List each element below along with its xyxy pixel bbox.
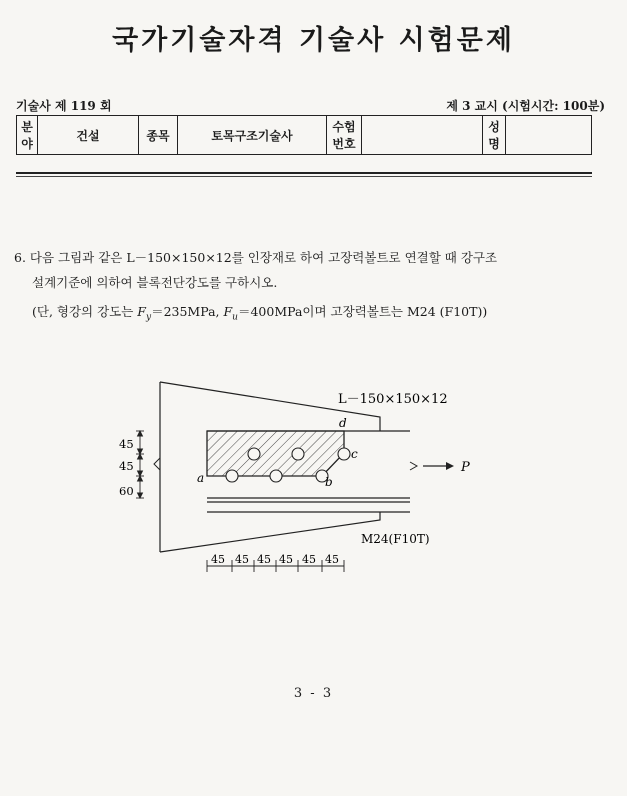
vertical-dim-label: 60 [119, 484, 134, 498]
bolt-hole [292, 448, 304, 460]
name-label: 성 명 [483, 116, 506, 155]
horizontal-dim-label: 45 [325, 553, 339, 566]
question-text-line1: 6. 다음 그림과 같은 L－150×150×12를 인장재로 하여 고장력볼트로 연결할 때 강구조 [14, 250, 498, 265]
connection-figure [110, 370, 510, 585]
break-mark-right [410, 462, 417, 470]
point-label-a: a [197, 471, 205, 485]
field-label: 분 야 [17, 116, 38, 155]
page-number: 3 - 3 [293, 686, 334, 701]
bolt-label: M24(F10T) [361, 532, 430, 546]
angle-label: L－150×150×12 [338, 392, 448, 407]
exam-info-table [16, 115, 592, 155]
bolt-hole [338, 448, 350, 460]
point-label-d: d [339, 416, 347, 430]
exam-session: 기술사 제 119 회 [16, 99, 112, 113]
horizontal-dim-label: 45 [211, 553, 225, 566]
horizontal-dim-label: 45 [235, 553, 249, 566]
load-arrow [423, 462, 454, 470]
point-label-c: c [351, 447, 358, 461]
break-mark-left [154, 458, 160, 470]
block-shear-area [207, 431, 344, 476]
vertical-dim-label: 45 [119, 459, 134, 473]
point-label-b: b [325, 475, 333, 489]
horizontal-dimension [207, 560, 344, 572]
exam-number-label: 수험 번호 [327, 116, 362, 155]
name-field[interactable] [506, 116, 592, 155]
category-value: 토목구조기술사 [178, 116, 327, 155]
horizontal-dim-label: 45 [302, 553, 316, 566]
load-label: P [461, 460, 470, 475]
field-value: 건설 [38, 116, 139, 155]
divider [16, 172, 592, 174]
horizontal-dim-label: 45 [257, 553, 271, 566]
divider [16, 176, 592, 177]
exam-number-field[interactable] [362, 116, 483, 155]
horizontal-dim-label: 45 [279, 553, 293, 566]
exam-title: 국가기술자격 기술사 시험문제 [112, 25, 515, 56]
vertical-dim-label: 45 [119, 437, 134, 451]
bolt-hole [248, 448, 260, 460]
category-label: 종목 [139, 116, 178, 155]
bolt-hole [226, 470, 238, 482]
vertical-dimension [136, 431, 144, 498]
question-text-line2: 설계기준에 의하여 블록전단강도를 구하시오. [32, 275, 278, 290]
exam-period: 제 3 교시 (시험시간: 100분) [446, 99, 605, 113]
bolt-hole [270, 470, 282, 482]
question-condition: (단, 형강의 강도는 $F_y=235MPa$, $F_u=400MPa$이며 고장력볼트는 M24 (F10T)) [32, 304, 488, 323]
